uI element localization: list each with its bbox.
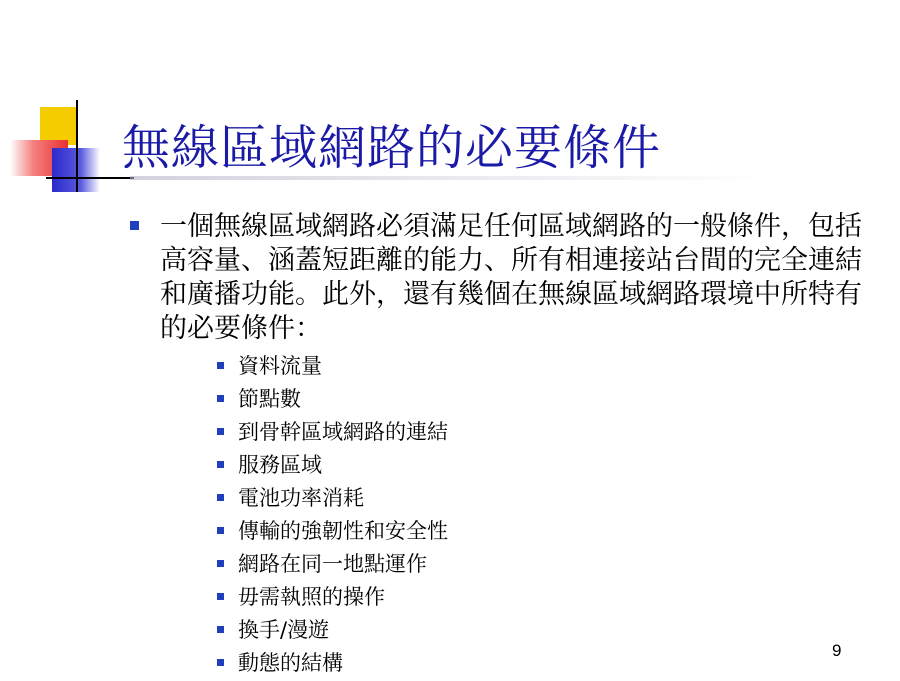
requirements-list (130, 351, 870, 681)
list-item (130, 483, 870, 516)
square-bullet-icon (130, 221, 139, 230)
square-bullet-icon (217, 593, 224, 600)
square-bullet-icon (217, 395, 224, 402)
list-item (130, 351, 870, 384)
list-item (130, 417, 870, 450)
list-item (130, 582, 870, 615)
square-bullet-icon (217, 362, 224, 369)
list-item (130, 615, 870, 648)
list-item (130, 384, 870, 417)
square-bullet-icon (217, 494, 224, 501)
horizontal-rule (46, 177, 134, 179)
square-bullet-icon (217, 626, 224, 633)
intro-paragraph (130, 210, 870, 346)
page-number: 9 (832, 641, 842, 660)
list-item (130, 549, 870, 582)
list-item-label: 動態的結構 (238, 651, 343, 675)
square-bullet-icon (217, 560, 224, 567)
list-item (130, 648, 870, 681)
list-item-label: 網路在同一地點運作 (238, 552, 427, 576)
title-underline-shadow (130, 176, 770, 180)
list-item (130, 516, 870, 549)
slide-body (130, 210, 870, 681)
list-item-label: 資料流量 (238, 354, 322, 378)
list-item-label: 到骨幹區域網路的連結 (238, 420, 448, 444)
list-item-label: 節點數 (238, 387, 301, 411)
list-item-label: 毋需執照的操作 (238, 585, 385, 609)
slide-title: 無線區域網路的必要條件 (122, 120, 662, 176)
list-item (130, 450, 870, 483)
list-item-label: 換手/漫遊 (238, 618, 330, 642)
intro-text: 一個無線區域網路必須滿足任何區域網路的一般條件，包括高容量、涵蓋短距離的能力、所有相連接站台間的完全連結和廣播功能。此外，還有幾個在無線區域網路環境中所特有的必要條件： (160, 211, 862, 344)
title-decoration (0, 0, 140, 200)
list-item-label: 電池功率消耗 (238, 486, 364, 510)
square-bullet-icon (217, 428, 224, 435)
square-bullet-icon (217, 461, 224, 468)
square-bullet-icon (217, 659, 224, 666)
square-bullet-icon (217, 527, 224, 534)
list-item-label: 傳輸的強韌性和安全性 (238, 519, 448, 543)
list-item-label: 服務區域 (238, 453, 322, 477)
